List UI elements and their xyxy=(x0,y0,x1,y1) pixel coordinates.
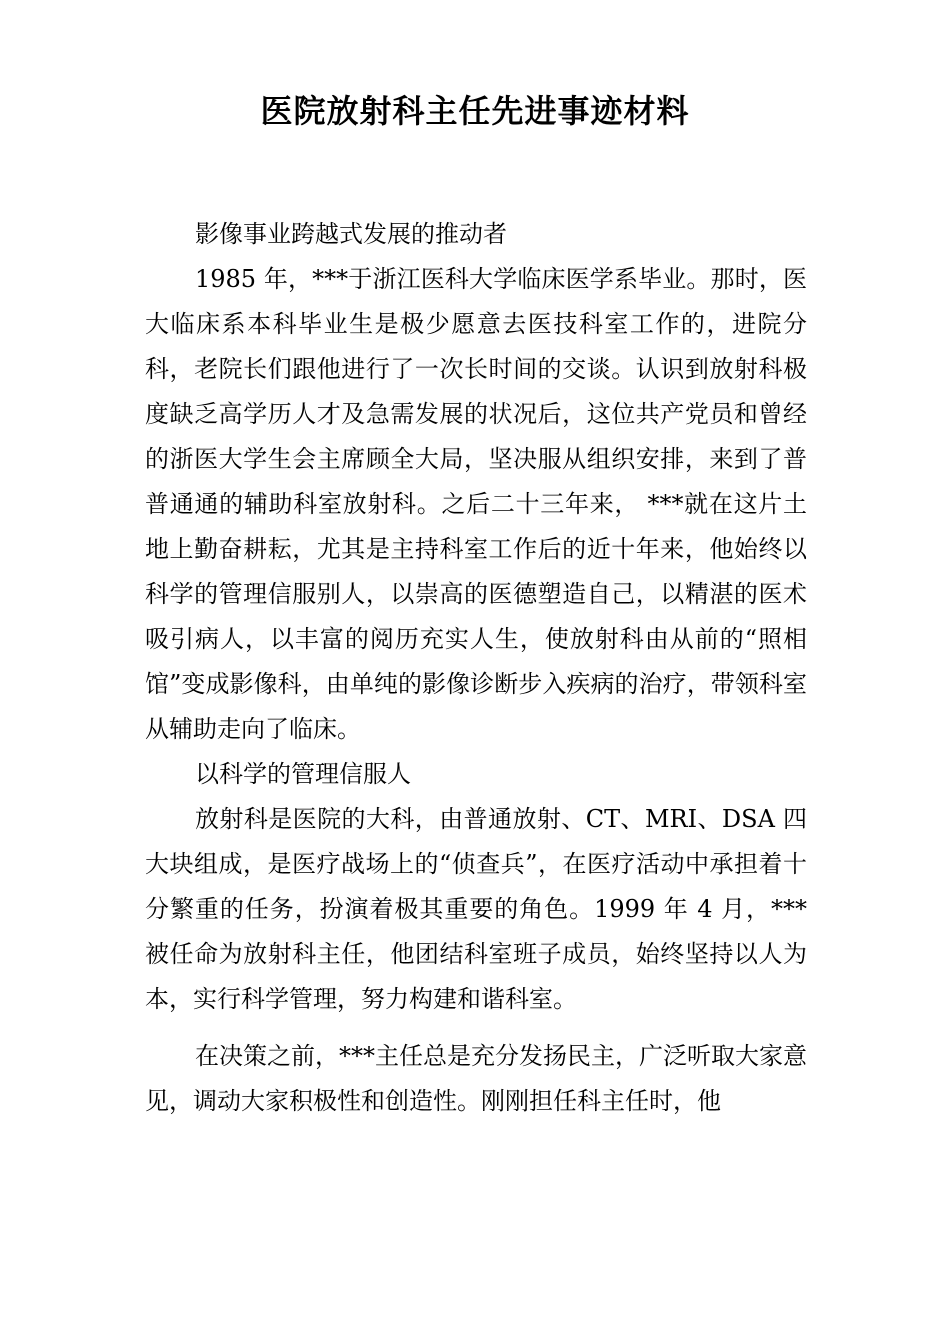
document-body xyxy=(145,212,807,1124)
document-title: 医院放射科主任先进事迹材料 xyxy=(260,92,690,130)
section-heading-paragraph: 以科学的管理信服人 xyxy=(195,760,411,788)
body-paragraph: 放射科是医院的大科，由普通放射、CT、MRI、DSA 四大块组成，是医疗战场上的“侦查兵”，在医疗活动中承担着十分繁重的任务，扮演着极其重要的角色。1999 年 4 月，***被任命为放射科主任，他团结科室班子成员，始终坚持以人为本，实行科学管理，努力构建和谐科室。 xyxy=(145,805,807,1013)
body-paragraph: 1985 年，***于浙江医科大学临床医学系毕业。那时，医大临床系本科毕业生是极少愿意去医技科室工作的，进院分科，老院长们跟他进行了一次长时间的交谈。认识到放射科极度缺乏高学历人才及急需发展的状况后，这位共产党员和曾经的浙医大学生会主席顾全大局，坚决服从组织安排，来到了普普通通的辅助科室放射科。之后二十三年来， ***就在这片土地上勤奋耕耘，尤其是主持科室工作后的近十年来，他始终以科学的管理信服别人，以崇高的医德塑造自己，以精湛的医术吸引病人，以丰富的阅历充实人生，使放射科由从前的“照相馆”变成影像科，由单纯的影像诊断步入疾病的治疗，带领科室从辅助走向了临床。 xyxy=(145,265,807,743)
body-paragraph: 在决策之前，***主任总是充分发扬民主，广泛听取大家意见，调动大家积极性和创造性。刚刚担任科主任时，他 xyxy=(145,1042,807,1115)
section-heading-paragraph: 影像事业跨越式发展的推动者 xyxy=(195,220,507,248)
